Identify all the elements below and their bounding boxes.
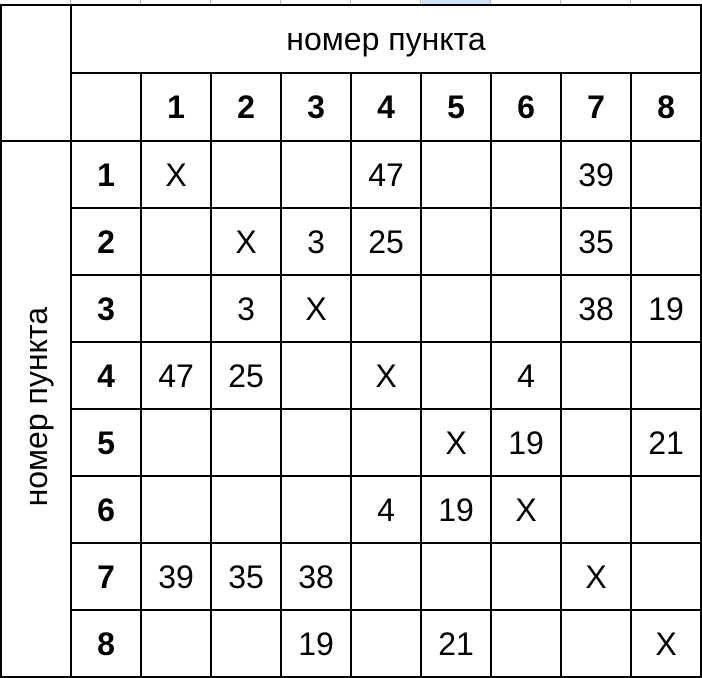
table-cell[interactable]: X: [141, 141, 211, 208]
table-cell[interactable]: [211, 610, 281, 677]
row-group-title-cell[interactable]: [1, 141, 71, 677]
table-cell[interactable]: 38: [281, 543, 351, 610]
table-cell[interactable]: 38: [561, 275, 631, 342]
table-cell[interactable]: [351, 275, 421, 342]
table-row: [1, 342, 701, 409]
column-header[interactable]: 1: [141, 73, 211, 141]
corner-cell[interactable]: [1, 5, 71, 141]
table-cell[interactable]: [631, 476, 701, 543]
table-cell[interactable]: 4: [351, 476, 421, 543]
table-cell[interactable]: [491, 141, 561, 208]
table-cell[interactable]: 4: [491, 342, 561, 409]
table-cell[interactable]: [351, 610, 421, 677]
row-header[interactable]: 6: [71, 476, 141, 543]
row-header[interactable]: 3: [71, 275, 141, 342]
table-cell[interactable]: [281, 342, 351, 409]
table-cell[interactable]: X: [561, 543, 631, 610]
table-cell[interactable]: [561, 610, 631, 677]
row-header[interactable]: 1: [71, 141, 141, 208]
table-row: [1, 409, 701, 476]
table-cell[interactable]: 21: [421, 610, 491, 677]
table-cell[interactable]: 3: [281, 208, 351, 275]
column-group-title[interactable]: номер пункта: [71, 5, 701, 73]
table-cell[interactable]: 19: [421, 476, 491, 543]
table-cell[interactable]: [211, 409, 281, 476]
table-cell[interactable]: [631, 342, 701, 409]
table-cell[interactable]: [421, 275, 491, 342]
table-cell[interactable]: [561, 342, 631, 409]
distance-matrix-table: [0, 4, 702, 678]
table-cell[interactable]: [351, 409, 421, 476]
table-cell[interactable]: [631, 141, 701, 208]
table-cell[interactable]: [421, 342, 491, 409]
row-group-title: номер пункта: [18, 306, 54, 507]
table-row: [1, 141, 701, 208]
table-cell[interactable]: [421, 543, 491, 610]
table-cell[interactable]: 47: [141, 342, 211, 409]
table-cell[interactable]: 35: [561, 208, 631, 275]
table-cell[interactable]: [631, 208, 701, 275]
table-cell[interactable]: 19: [281, 610, 351, 677]
table-cell[interactable]: 19: [491, 409, 561, 476]
table-cell[interactable]: [351, 543, 421, 610]
column-header[interactable]: 3: [281, 73, 351, 141]
table-cell[interactable]: [141, 476, 211, 543]
column-header[interactable]: 4: [351, 73, 421, 141]
table-cell[interactable]: X: [421, 409, 491, 476]
table-row: [1, 275, 701, 342]
table-cell[interactable]: [631, 543, 701, 610]
table-row: [1, 543, 701, 610]
table-cell[interactable]: [561, 476, 631, 543]
table-cell[interactable]: 35: [211, 543, 281, 610]
table-cell[interactable]: X: [491, 476, 561, 543]
row-header[interactable]: 5: [71, 409, 141, 476]
row-header[interactable]: 7: [71, 543, 141, 610]
table-cell[interactable]: [421, 208, 491, 275]
row-header[interactable]: 2: [71, 208, 141, 275]
column-header[interactable]: 8: [631, 73, 701, 141]
table-cell[interactable]: [491, 208, 561, 275]
table-cell[interactable]: [211, 476, 281, 543]
table-cell[interactable]: [141, 409, 211, 476]
table-cell[interactable]: [141, 610, 211, 677]
column-header[interactable]: 6: [491, 73, 561, 141]
row-header[interactable]: 8: [71, 610, 141, 677]
table-cell[interactable]: X: [351, 342, 421, 409]
table-row: [1, 476, 701, 543]
table-cell[interactable]: [141, 208, 211, 275]
table-cell[interactable]: [211, 141, 281, 208]
table-cell[interactable]: 25: [211, 342, 281, 409]
row-header-corner[interactable]: [71, 73, 141, 141]
table-cell[interactable]: X: [211, 208, 281, 275]
table-cell[interactable]: 25: [351, 208, 421, 275]
table-cell[interactable]: [491, 610, 561, 677]
column-header[interactable]: 2: [211, 73, 281, 141]
table-cell[interactable]: X: [281, 275, 351, 342]
table-cell[interactable]: X: [631, 610, 701, 677]
column-header[interactable]: 7: [561, 73, 631, 141]
table-cell[interactable]: 19: [631, 275, 701, 342]
table-cell[interactable]: [281, 141, 351, 208]
table-cell[interactable]: 39: [561, 141, 631, 208]
column-header[interactable]: 5: [421, 73, 491, 141]
table-cell[interactable]: [281, 409, 351, 476]
table-cell[interactable]: 39: [141, 543, 211, 610]
table-row: [1, 208, 701, 275]
table-cell[interactable]: [141, 275, 211, 342]
table-cell[interactable]: [561, 409, 631, 476]
table-cell[interactable]: [491, 543, 561, 610]
table-cell[interactable]: 3: [211, 275, 281, 342]
table-cell[interactable]: [421, 141, 491, 208]
table-row: [1, 610, 701, 677]
table-cell[interactable]: [281, 476, 351, 543]
table-cell[interactable]: 21: [631, 409, 701, 476]
row-header[interactable]: 4: [71, 342, 141, 409]
table-cell[interactable]: [491, 275, 561, 342]
table-cell[interactable]: 47: [351, 141, 421, 208]
